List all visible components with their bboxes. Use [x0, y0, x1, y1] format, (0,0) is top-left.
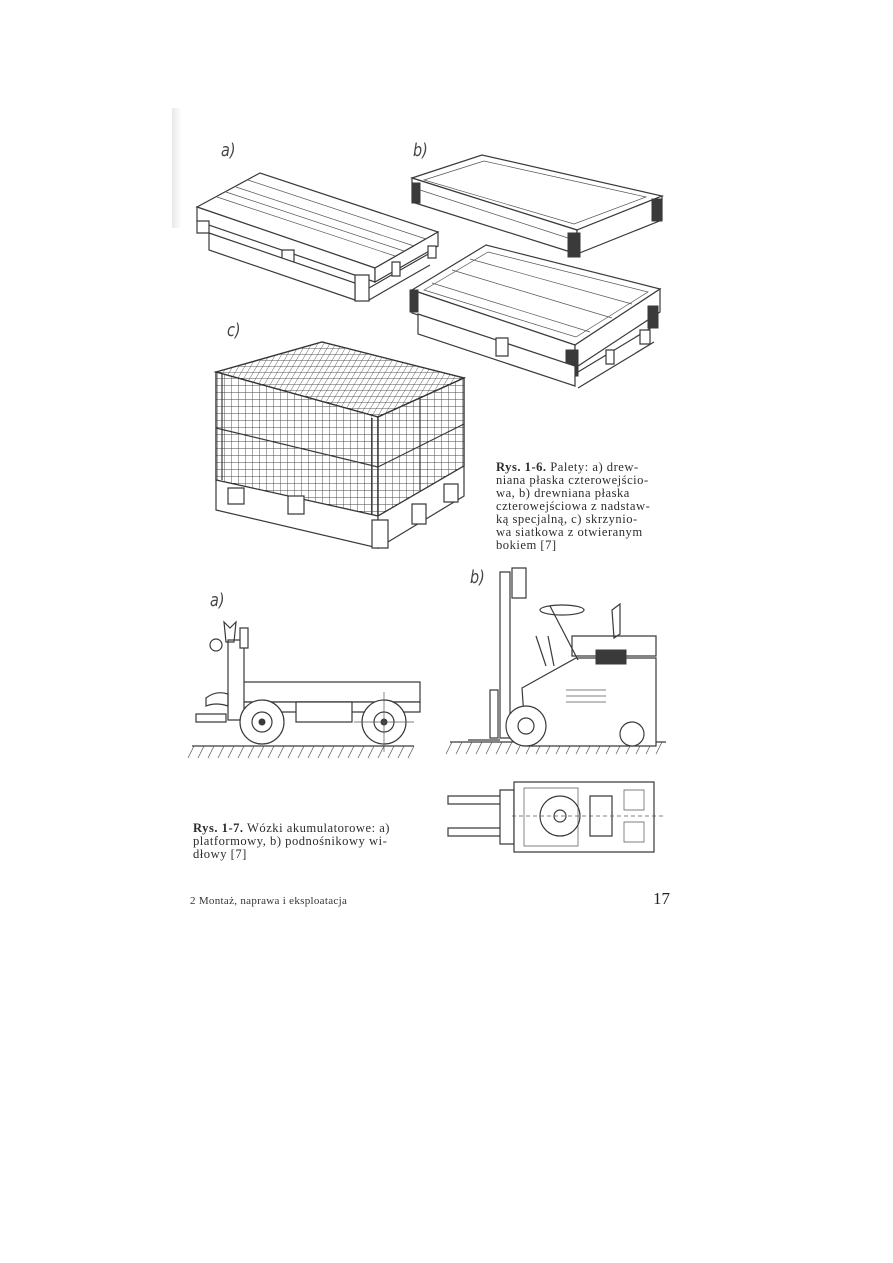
- flat-pallet-drawing: [197, 173, 438, 301]
- label-fig-1-7-a: a): [210, 590, 225, 611]
- caption-fig-1-7-line: Wózki akumulatorowe: a): [247, 821, 390, 835]
- label-fig-1-6-a: a): [221, 140, 236, 161]
- caption-fig-1-6-lead: Rys. 1-6.: [496, 460, 547, 474]
- caption-fig-1-6-line: bokiem [7]: [496, 538, 557, 552]
- mesh-box-pallet-drawing: [216, 342, 464, 548]
- caption-fig-1-6-line: niana płaska czterowejścio-: [496, 473, 649, 487]
- caption-fig-1-7: [193, 822, 419, 861]
- label-fig-1-6-b: b): [413, 140, 428, 161]
- caption-fig-1-6-line: Palety: a) drew-: [550, 460, 639, 474]
- caption-fig-1-6-line: czterowejściowa z nadstaw-: [496, 499, 651, 513]
- label-fig-1-6-c: c): [227, 320, 241, 341]
- caption-fig-1-7-lead: Rys. 1-7.: [193, 821, 244, 835]
- pallet-with-collar-drawing: [410, 245, 660, 388]
- forklift-top-drawing: [448, 782, 666, 852]
- label-fig-1-7-b: b): [470, 567, 485, 588]
- pallet-collar-drawing: [412, 155, 662, 257]
- footer-signature: 2 Montaż, naprawa i eksploatacja: [190, 895, 348, 907]
- caption-fig-1-7-line: dłowy [7]: [193, 847, 247, 861]
- caption-fig-1-6-line: wa siatkowa z otwieranym: [496, 525, 643, 539]
- caption-fig-1-6-line: wa, b) drewniana płaska: [496, 486, 630, 500]
- caption-fig-1-6: [496, 461, 668, 552]
- caption-fig-1-7-line: platformowy, b) podnośnikowy wi-: [193, 834, 388, 848]
- page-number: 17: [653, 889, 670, 908]
- forklift-side-drawing: [446, 568, 666, 754]
- platform-truck-drawing: [188, 622, 420, 758]
- caption-fig-1-6-line: ką specjalną, c) skrzynio-: [496, 512, 638, 526]
